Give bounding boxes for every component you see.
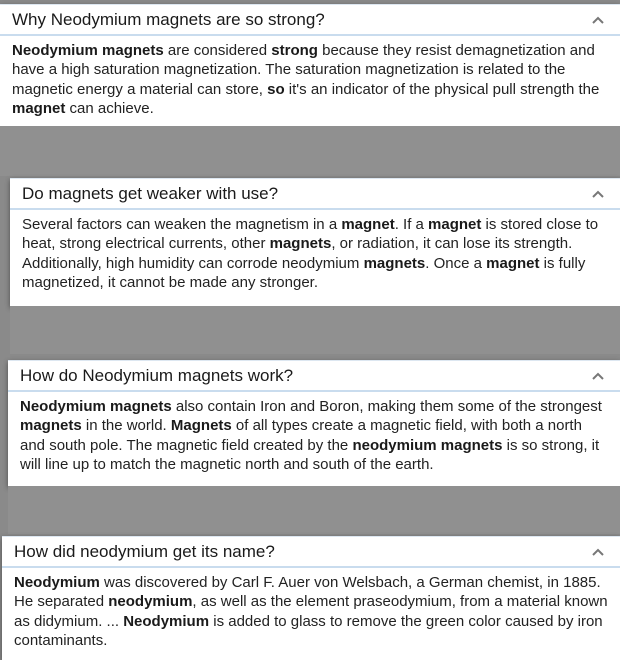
faq-item-1-footer-shade xyxy=(0,126,620,176)
answer-bold-term: magnet xyxy=(486,254,540,272)
answer-text: Several factors can weaken the magnetism in a xyxy=(22,216,342,233)
faq-item-4 xyxy=(2,536,620,660)
faq-item-2-answer xyxy=(10,210,620,292)
chevron-up-icon[interactable] xyxy=(588,10,608,30)
answer-bold-term: Magnets xyxy=(170,417,232,435)
answer-text: in the world. xyxy=(81,417,171,435)
faq-item-2-header[interactable] xyxy=(10,178,620,210)
answer-text: of all types create a magnetic field, with both a north and south pole. The magnetic field created by the xyxy=(20,417,582,454)
answer-bold-term: magnet xyxy=(341,216,395,233)
faq-item-3-question: How do Neodymium magnets work? xyxy=(20,365,294,385)
answer-bold-term: strong xyxy=(271,42,318,59)
answer-bold-term: Neodymium magnets xyxy=(12,42,164,59)
answer-bold-term: magnets xyxy=(269,235,332,253)
faq-item-4-answer xyxy=(2,568,620,650)
answer-bold-term: so xyxy=(267,80,285,98)
faq-item-3-header[interactable] xyxy=(8,360,620,392)
chevron-up-icon[interactable] xyxy=(588,542,608,562)
answer-text: because they resist demagnetization and have a high saturation magnetization. The saturation magnetization is related to the magnetic energy a material can store, xyxy=(12,42,595,98)
faq-item-2 xyxy=(10,178,620,306)
answer-bold-term: Neodymium xyxy=(14,574,100,591)
faq-item-1 xyxy=(0,4,620,126)
faq-item-1-answer xyxy=(0,36,620,118)
answer-bold-term: magnets xyxy=(363,254,426,272)
faq-item-1-header[interactable] xyxy=(0,4,620,36)
answer-bold-term: neodymium xyxy=(108,593,193,611)
answer-text: is fully magnetized, it cannot be made any stronger. xyxy=(22,254,586,291)
faq-item-2-footer-shade xyxy=(10,306,620,354)
faq-item-2-question: Do magnets get weaker with use? xyxy=(22,183,279,203)
answer-text: also contain Iron and Boron, making them some of the strongest xyxy=(171,398,602,415)
answer-bold-term: Neodymium magnets xyxy=(20,398,172,415)
faq-item-3-footer-shade xyxy=(8,486,620,534)
faq-item-3 xyxy=(8,360,620,486)
answer-text: it's an indicator of the physical pull strength the xyxy=(284,80,600,98)
chevron-up-icon[interactable] xyxy=(588,366,608,386)
answer-text: is added to glass to remove the green color caused by iron contaminants. xyxy=(14,612,603,649)
answer-text: . Once a xyxy=(425,254,487,272)
answer-bold-term: Neodymium xyxy=(123,612,210,630)
faq-item-4-header[interactable] xyxy=(2,536,620,568)
answer-bold-term: magnet xyxy=(428,216,482,233)
answer-text: , or radiation, it can lose its strength. Additionally, high humidity can corrode neodymium xyxy=(22,235,573,272)
answer-bold-term: magnet xyxy=(12,99,66,117)
answer-text: . If a xyxy=(394,216,429,233)
answer-text: is so strong, it will line up to match the magnetic north and south of the earth. xyxy=(20,436,600,473)
faq-item-4-question: How did neodymium get its name? xyxy=(14,541,275,561)
answer-text: , as well as the element praseodymium, from a material known as didymium. ... xyxy=(14,593,608,630)
chevron-up-icon[interactable] xyxy=(588,184,608,204)
answer-text: is stored close to heat, strong electrical currents, other xyxy=(22,216,599,253)
faq-item-1-question: Why Neodymium magnets are so strong? xyxy=(12,9,325,29)
answer-text: are considered xyxy=(163,42,272,59)
answer-text: can achieve. xyxy=(65,99,154,117)
answer-bold-term: neodymium magnets xyxy=(352,436,503,454)
answer-bold-term: magnets xyxy=(20,417,82,435)
answer-text: was discovered by Carl F. Auer von Welsbach, a German chemist, in 1885. He separated xyxy=(14,574,601,611)
faq-item-3-answer xyxy=(8,392,620,474)
